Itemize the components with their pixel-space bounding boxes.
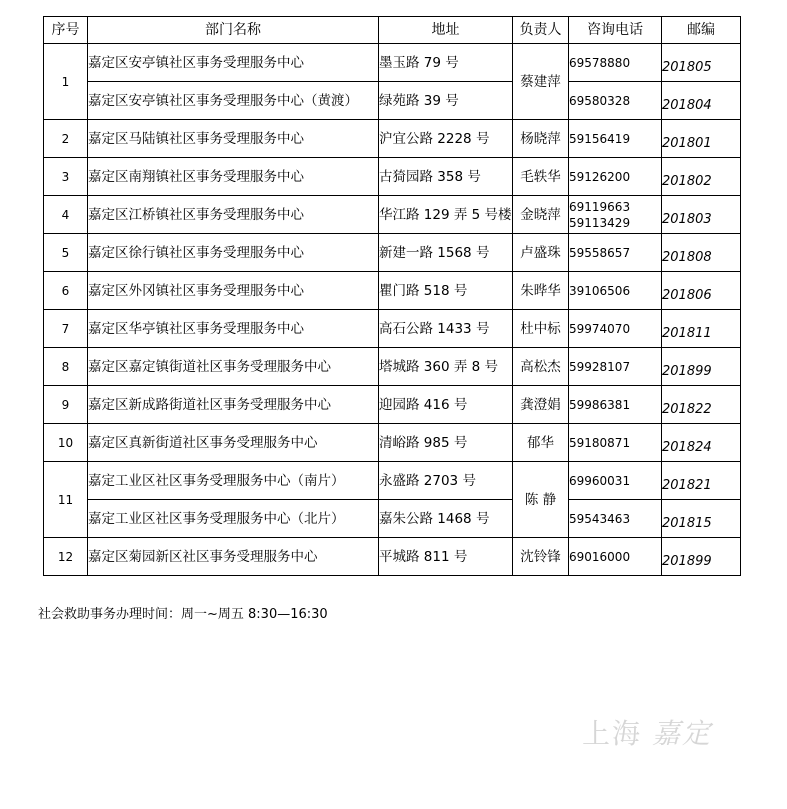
- table-row: [44, 272, 741, 310]
- cell-person: 郁华: [513, 424, 569, 462]
- cell-address: 瞿门路 518 号: [379, 272, 513, 310]
- cell-phone: [569, 462, 662, 500]
- cell-address: 新建一路 1568 号: [379, 234, 513, 272]
- cell-phone: [569, 500, 662, 538]
- cell-department: 嘉定区新成路街道社区事务受理服务中心: [88, 386, 379, 424]
- table-row: [44, 196, 741, 234]
- cell-phone: [569, 386, 662, 424]
- cell-seq: 8: [44, 348, 88, 386]
- cell-address: 古猗园路 358 号: [379, 158, 513, 196]
- phone-number: 59113429: [569, 215, 631, 230]
- zip-code: 201808: [662, 249, 712, 265]
- table-row: [44, 82, 741, 120]
- cell-seq: 10: [44, 424, 88, 462]
- cell-department: 嘉定区徐行镇社区事务受理服务中心: [88, 234, 379, 272]
- zip-code: 201801: [662, 135, 712, 151]
- cell-department: 嘉定区安亭镇社区事务受理服务中心（黄渡）: [88, 82, 379, 120]
- cell-person: 沈铃锋: [513, 538, 569, 576]
- cell-zip: [662, 196, 741, 234]
- cell-department: 嘉定区真新街道社区事务受理服务中心: [88, 424, 379, 462]
- cell-zip: [662, 44, 741, 82]
- table-row: [44, 234, 741, 272]
- cell-phone: [569, 348, 662, 386]
- zip-code: 201805: [662, 59, 712, 75]
- cell-seq: 4: [44, 196, 88, 234]
- cell-person: 蔡建萍: [513, 44, 569, 120]
- phone-number: 59180871: [569, 435, 631, 450]
- cell-phone: [569, 234, 662, 272]
- cell-seq: 1: [44, 44, 88, 120]
- watermark-jiading: 嘉定: [652, 717, 713, 750]
- cell-address: 华江路 129 弄 5 号楼: [379, 196, 513, 234]
- phone-number: 59974070: [569, 321, 631, 336]
- cell-person: 金晓萍: [513, 196, 569, 234]
- cell-department: 嘉定区外冈镇社区事务受理服务中心: [88, 272, 379, 310]
- cell-department: 嘉定区华亭镇社区事务受理服务中心: [88, 310, 379, 348]
- zip-code: 201815: [662, 515, 712, 531]
- cell-address: 清峪路 985 号: [379, 424, 513, 462]
- zip-code: 201821: [662, 477, 712, 493]
- cell-phone: [569, 44, 662, 82]
- cell-department: 嘉定区江桥镇社区事务受理服务中心: [88, 196, 379, 234]
- cell-seq: 6: [44, 272, 88, 310]
- cell-seq: 9: [44, 386, 88, 424]
- header-address: 地址: [379, 17, 513, 44]
- phone-number: 69580328: [569, 93, 631, 108]
- cell-department: 嘉定区安亭镇社区事务受理服务中心: [88, 44, 379, 82]
- cell-address: 平城路 811 号: [379, 538, 513, 576]
- cell-seq: 12: [44, 538, 88, 576]
- cell-zip: [662, 538, 741, 576]
- cell-seq: 2: [44, 120, 88, 158]
- cell-zip: [662, 500, 741, 538]
- table-row: [44, 120, 741, 158]
- cell-department: 嘉定区嘉定镇街道社区事务受理服务中心: [88, 348, 379, 386]
- cell-zip: [662, 424, 741, 462]
- cell-zip: [662, 462, 741, 500]
- cell-phone: [569, 158, 662, 196]
- header-department: 部门名称: [88, 17, 379, 44]
- table-row: [44, 44, 741, 82]
- cell-address: 迎园路 416 号: [379, 386, 513, 424]
- cell-address: 绿苑路 39 号: [379, 82, 513, 120]
- cell-seq: 11: [44, 462, 88, 538]
- cell-seq: 3: [44, 158, 88, 196]
- service-center-table: [43, 16, 741, 576]
- cell-person: 卢盛珠: [513, 234, 569, 272]
- table-row: [44, 424, 741, 462]
- zip-code: 201811: [662, 325, 712, 341]
- table-row: [44, 348, 741, 386]
- phone-number: 59928107: [569, 359, 631, 374]
- cell-zip: [662, 348, 741, 386]
- cell-department: 嘉定区南翔镇社区事务受理服务中心: [88, 158, 379, 196]
- phone-number: 39106506: [569, 283, 631, 298]
- cell-address: 墨玉路 79 号: [379, 44, 513, 82]
- phone-number: 69119663: [569, 199, 631, 214]
- phone-number: 59558657: [569, 245, 631, 260]
- phone-number: 59986381: [569, 397, 631, 412]
- cell-phone: [569, 310, 662, 348]
- cell-phone: [569, 120, 662, 158]
- cell-person: 龚澄娟: [513, 386, 569, 424]
- table-row: [44, 538, 741, 576]
- cell-department: 嘉定区菊园新区社区事务受理服务中心: [88, 538, 379, 576]
- zip-code: 201803: [662, 211, 712, 227]
- cell-seq: 5: [44, 234, 88, 272]
- cell-phone: [569, 272, 662, 310]
- cell-department: 嘉定工业区社区事务受理服务中心（北片）: [88, 500, 379, 538]
- zip-code: 201802: [662, 173, 712, 189]
- cell-department: 嘉定区马陆镇社区事务受理服务中心: [88, 120, 379, 158]
- cell-person: 陈 静: [513, 462, 569, 538]
- cell-zip: [662, 310, 741, 348]
- table-header-row: [44, 17, 741, 44]
- cell-zip: [662, 120, 741, 158]
- zip-code: 201806: [662, 287, 712, 303]
- cell-person: 杨晓萍: [513, 120, 569, 158]
- phone-number: 69960031: [569, 473, 631, 488]
- watermark-shanghai: 上海: [582, 717, 643, 750]
- table-row: [44, 462, 741, 500]
- cell-person: 高松杰: [513, 348, 569, 386]
- cell-zip: [662, 386, 741, 424]
- table-row: [44, 310, 741, 348]
- table-body: [44, 44, 741, 576]
- cell-address: 塔城路 360 弄 8 号: [379, 348, 513, 386]
- cell-phone: [569, 196, 662, 234]
- cell-zip: [662, 234, 741, 272]
- header-person: 负责人: [513, 17, 569, 44]
- phone-number: 69578880: [569, 55, 631, 70]
- cell-address: 沪宜公路 2228 号: [379, 120, 513, 158]
- zip-code: 201822: [662, 401, 712, 417]
- cell-phone: [569, 424, 662, 462]
- watermark-logo: [582, 712, 712, 752]
- cell-phone: [569, 82, 662, 120]
- cell-address: 永盛路 2703 号: [379, 462, 513, 500]
- cell-phone: [569, 538, 662, 576]
- phone-number: 69016000: [569, 549, 631, 564]
- cell-department: 嘉定工业区社区事务受理服务中心（南片）: [88, 462, 379, 500]
- cell-person: 杜中标: [513, 310, 569, 348]
- header-seq: 序号: [44, 17, 88, 44]
- cell-person: 朱晔华: [513, 272, 569, 310]
- zip-code: 201899: [662, 363, 712, 379]
- phone-number: 59543463: [569, 511, 631, 526]
- cell-address: 高石公路 1433 号: [379, 310, 513, 348]
- table-row: [44, 386, 741, 424]
- office-hours-note: 社会救助事务办理时间：周一~周五 8:30—16:30: [38, 607, 328, 622]
- phone-number: 59126200: [569, 169, 631, 184]
- table-row: [44, 500, 741, 538]
- cell-seq: 7: [44, 310, 88, 348]
- zip-code: 201899: [662, 553, 712, 569]
- zip-code: 201804: [662, 97, 712, 113]
- phone-number: 59156419: [569, 131, 631, 146]
- cell-zip: [662, 158, 741, 196]
- zip-code: 201824: [662, 439, 712, 455]
- cell-address: 嘉朱公路 1468 号: [379, 500, 513, 538]
- header-phone: 咨询电话: [569, 17, 662, 44]
- table-row: [44, 158, 741, 196]
- cell-person: 毛轶华: [513, 158, 569, 196]
- cell-zip: [662, 82, 741, 120]
- header-zip: 邮编: [662, 17, 741, 44]
- cell-zip: [662, 272, 741, 310]
